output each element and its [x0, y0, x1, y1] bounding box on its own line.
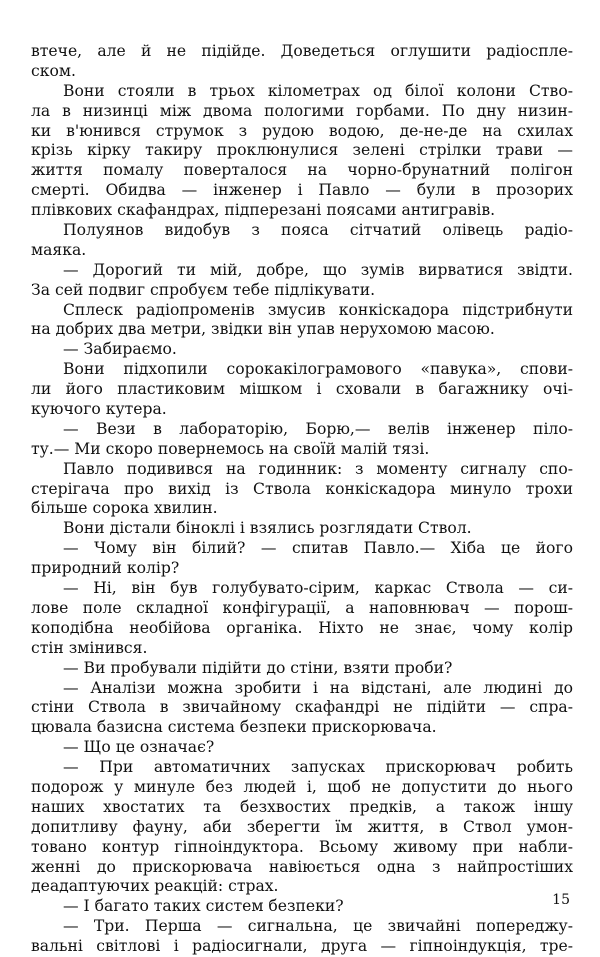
text-line: — Що це означає? — [63, 738, 215, 757]
text-line: — Дорогий ти мій, добре, що зумів вирватися звідти. — [63, 260, 573, 279]
text-line: більше сорока хвилин. — [31, 499, 218, 518]
text-line: стіни Ствола в звичайному скафандрі не підійти — спра- — [31, 698, 573, 717]
text-line: женні до прискорювача навіюється одна з найпростіших — [31, 857, 573, 876]
text-line: наших хвостатих та безхвостих предків, а також іншу — [31, 797, 573, 816]
text-line: товано контур гіпноіндуктора. Всьому живому при набли- — [31, 837, 573, 856]
text-line: Вони дістали біноклі і взялись розглядати Ствол. — [63, 519, 472, 538]
text-line: ки в'юнився струмок з рудою водою, де-не-де на схилах — [31, 121, 573, 140]
text-line: на добрих два метри, звідки він упав нерухомою масою. — [31, 320, 495, 339]
text-line: деадаптуючих реакцій: страх. — [31, 877, 279, 896]
text-line: — Аналізи можна зробити і на відстані, але людині до — [63, 678, 573, 697]
text-line: — Забираємо. — [63, 340, 177, 359]
text-line: — Три. Перша — сигнальна, це звичайні попереджу- — [63, 917, 573, 936]
text-line: ли його пластиковим мішком і сховали в багажнику очі- — [31, 380, 573, 399]
page-number: 15 — [552, 892, 570, 908]
text-line: Павло подивився на годинник: з моменту сигналу спо- — [63, 459, 573, 478]
text-line: смерті. Обидва — інженер і Павло — були в прозорих — [31, 181, 573, 200]
text-line: За сей подвиг спробуєм тебе підлікувати. — [31, 280, 376, 299]
text-line: життя помалу поверталося на чорно-брунатний полігон — [31, 161, 573, 180]
text-line: — Вези в лабораторію, Борю,— велів інженер піло- — [63, 419, 573, 438]
book-page-text — [31, 42, 573, 957]
text-line: втече, але й не підійде. Доведеться оглушити радіоспле- — [31, 42, 573, 60]
text-line: — І багато таких систем безпеки? — [63, 897, 344, 916]
text-line: маяка. — [31, 240, 87, 259]
text-line: куючого кутера. — [31, 400, 167, 419]
text-line: Полуянов видобув з пояса сітчатий олівець радіо- — [63, 221, 573, 240]
text-line: коподібна необійова органіка. Ніхто не знає, чому колір — [31, 618, 573, 637]
text-line: цювала базисна система безпеки прискорювача. — [31, 718, 437, 737]
text-line: крізь кірку такиру проклюнулися зелені стрілки трави — — [31, 141, 573, 160]
text-line: ту.— Ми скоро повернемось на своїй малій тязі. — [31, 439, 430, 458]
text-line: — Чому він білий? — спитав Павло.— Хіба це його — [63, 539, 573, 558]
text-line: лове поле складної конфігурації, а наповнювач — порош- — [31, 598, 573, 617]
text-line: ла в низинці між двома пологими горбами. По дну низин- — [31, 101, 573, 120]
text-line: Вони стояли в трьох кілометрах од білої колони Ство- — [63, 81, 573, 100]
text-line: Сплеск радіопроменів змусив конкіскадора підстрибнути — [63, 300, 573, 319]
text-line: допитливу фауну, аби зберегти їм життя, в Ствол умон- — [31, 817, 573, 836]
text-line: — Ви пробували підійти до стіни, взяти проби? — [63, 658, 453, 677]
text-line: вальні світлові і радіосигнали, друга — гіпноіндукція, тре- — [31, 937, 573, 956]
text-line: — При автоматичних запусках прискорювач робить — [63, 758, 573, 777]
text-line: ском. — [31, 61, 76, 80]
text-line: Вони підхопили сорокакілограмового «павука», спови- — [63, 360, 573, 379]
text-line: плівкових скафандрах, підперезані поясами антигравів. — [31, 201, 496, 220]
text-line: стін змінився. — [31, 638, 148, 657]
text-line: подорож у минуле без людей і, щоб не допустити до нього — [31, 777, 573, 796]
text-line: — Ні, він був голубувато-сірим, каркас Ствола — си- — [63, 579, 573, 598]
text-line: стерігача про вихід із Ствола конкіскадора минуло трохи — [31, 479, 573, 498]
text-line: природний колір? — [31, 559, 180, 578]
